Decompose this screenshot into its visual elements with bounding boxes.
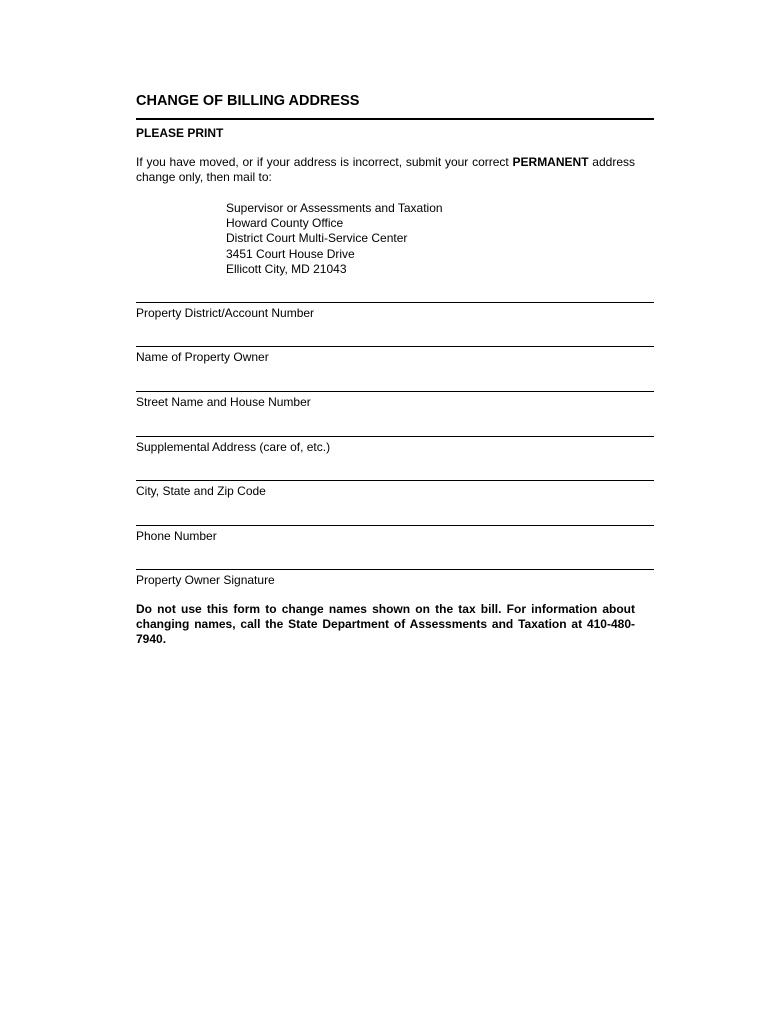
signature-label: Property Owner Signature bbox=[136, 573, 275, 587]
address-line-5: Ellicott City, MD 21043 bbox=[226, 261, 347, 276]
account-number-line[interactable] bbox=[136, 302, 654, 303]
signature-field[interactable] bbox=[136, 569, 654, 587]
supplemental-address-label: Supplemental Address (care of, etc.) bbox=[136, 440, 331, 454]
owner-name-label: Name of Property Owner bbox=[136, 350, 269, 364]
form-subtitle: PLEASE PRINT bbox=[136, 126, 224, 140]
phone-label: Phone Number bbox=[136, 529, 217, 543]
supplemental-address-field[interactable] bbox=[136, 436, 654, 454]
street-line[interactable] bbox=[136, 391, 654, 392]
phone-field[interactable] bbox=[136, 525, 654, 543]
address-line-4: 3451 Court House Drive bbox=[226, 246, 355, 261]
phone-line[interactable] bbox=[136, 525, 654, 526]
name-change-notice: Do not use this form to change names shown on the tax bill. For information about changing names, call the State Department of Assessments and Taxation at 410-480-7940. bbox=[136, 602, 635, 646]
mailing-address bbox=[226, 201, 443, 277]
owner-name-field[interactable] bbox=[136, 346, 654, 364]
street-label: Street Name and House Number bbox=[136, 395, 311, 409]
address-line-1: Supervisor or Assessments and Taxation bbox=[226, 201, 443, 215]
address-line-3: District Court Multi-Service Center bbox=[226, 231, 408, 246]
supplemental-address-line[interactable] bbox=[136, 436, 654, 437]
intro-text-start: If you have moved, or if your address is incorrect, submit your correct bbox=[136, 155, 513, 169]
address-line-2: Howard County Office bbox=[226, 216, 344, 231]
intro-text-end: address change only, then mail to: bbox=[136, 155, 635, 184]
signature-line[interactable] bbox=[136, 569, 654, 570]
city-state-zip-line[interactable] bbox=[136, 480, 654, 481]
intro-emphasis: PERMANENT bbox=[512, 155, 589, 169]
owner-name-line[interactable] bbox=[136, 346, 654, 347]
street-field[interactable] bbox=[136, 391, 654, 409]
form-title: CHANGE OF BILLING ADDRESS bbox=[136, 93, 360, 109]
account-number-label: Property District/Account Number bbox=[136, 306, 315, 320]
title-divider bbox=[136, 118, 654, 120]
account-number-field[interactable] bbox=[136, 302, 654, 320]
city-state-zip-field[interactable] bbox=[136, 480, 654, 498]
intro-paragraph bbox=[136, 155, 635, 185]
city-state-zip-label: City, State and Zip Code bbox=[136, 484, 266, 498]
